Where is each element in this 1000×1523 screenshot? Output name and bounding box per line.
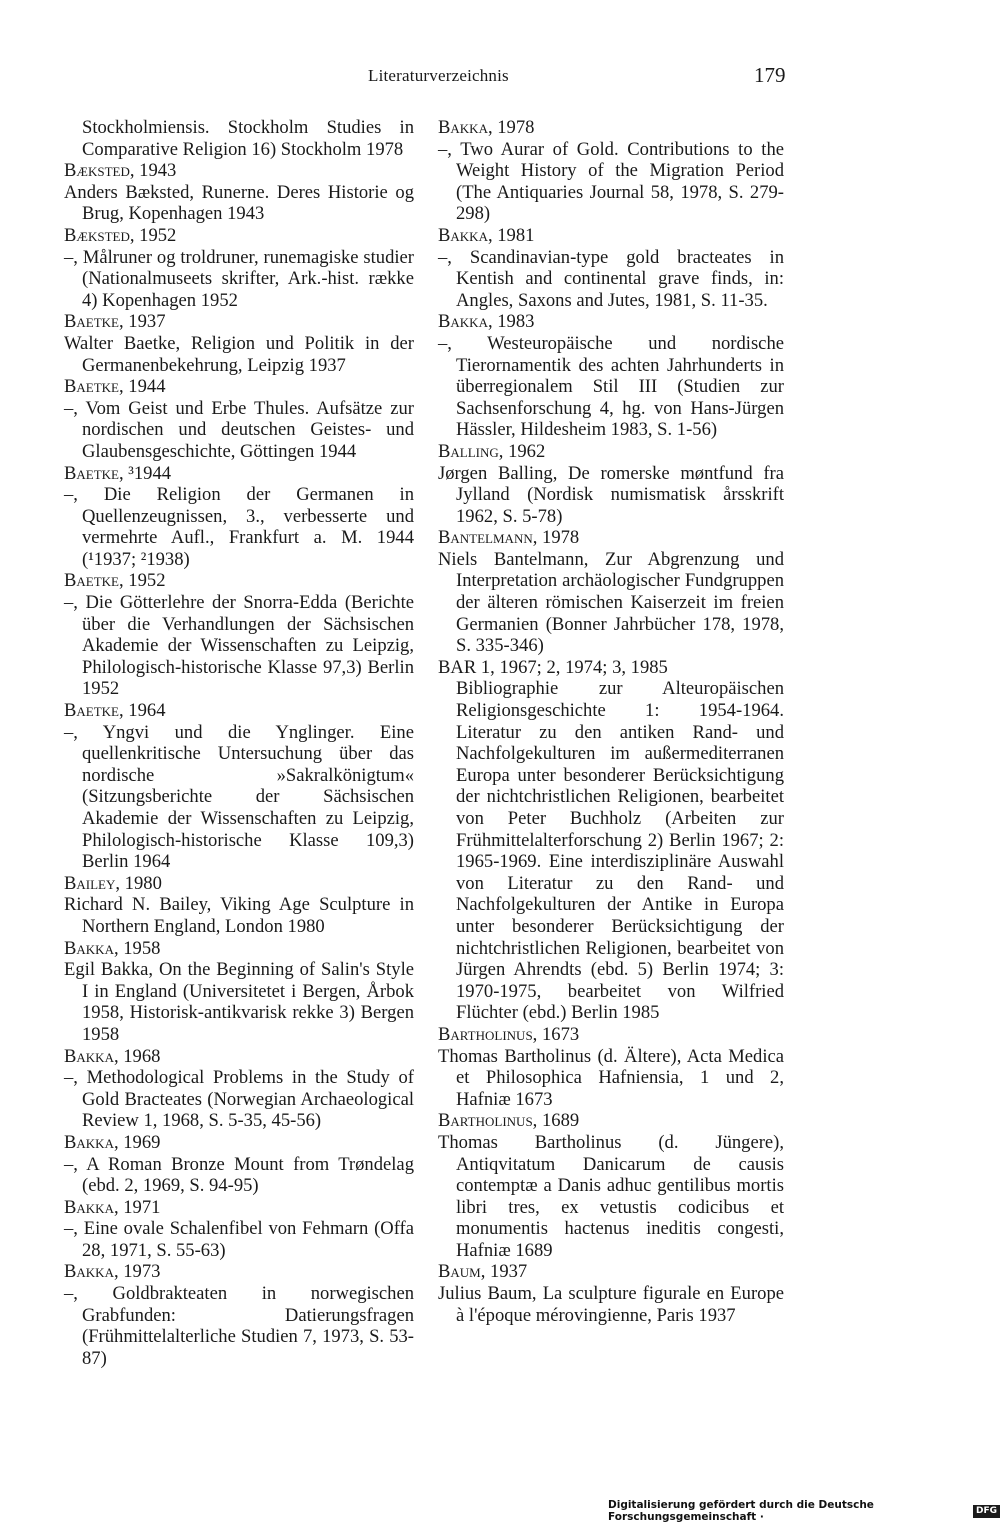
entry-heading: Bartholinus, 1673 — [438, 1023, 580, 1045]
entry-text: –, Methodological Problems in the Study of Gold Bracteates (Norwegian Archaeological Review 1, 1968, S. 5-35, 45-56) — [64, 1067, 414, 1132]
entry-text: –, Goldbrakteaten in norwegischen Grabfunden: Datierungsfragen (Frühmittelalterliche Studien 7, 1973, S. 53-87) — [64, 1283, 414, 1369]
entry-heading: Balling, 1962 — [438, 440, 546, 462]
entry-heading: Bantelmann, 1978 — [438, 527, 580, 549]
entry-text: –, Westeuropäische und nordische Tierornamentik des achten Jahrhunderts in überregionalem Stil III (Studien zur Sachsenforschung 4, hg. von Hans-Jürgen Hässler, Hildesheim 1983, S. 1-56) — [438, 332, 784, 441]
entry-text: Jørgen Balling, De romerske møntfund fra Jylland (Nordisk numismatisk årsskrift 1962, S. 5-78) — [438, 462, 784, 527]
bibliography-column-left — [64, 117, 414, 1369]
entry-heading: Bailey, 1980 — [64, 872, 162, 894]
entry-heading: Bartholinus, 1689 — [438, 1110, 580, 1132]
entry-heading: Baetke, 1944 — [64, 376, 166, 398]
entry-text: Anders Bæksted, Runerne. Deres Historie og Brug, Kopenhagen 1943 — [64, 181, 414, 225]
entry-text: Bibliographie zur Alteuropäischen Religionsgeschichte 1: 1954-1964. Literatur zu den antiken Rand- und Nachfolgekulturen im außermediterranen Europa unter besonderer Berücksichtigung der nichtchristlichen Religionen, bearbeitet von Peter Buchholz (Arbeiten zur Frühmittelalterforschung 2) Berlin 1967; 2: 1965-1969. Eine interdisziplinäre Auswahl von Literatur zu den Rand- und Nachfolgekulturen der Antike in Europa unter besonderer Berücksichtigung der nichtchristlichen Religionen, bearbeitet von Jürgen Ahrendts (ebd. 5) Berlin 1974; 3: 1970-1975, bearbeitet von Wilfried Flüchter (ebd.) Berlin 1985 — [456, 678, 784, 1024]
entry-text: Walter Baetke, Religion und Politik in der Germanenbekehrung, Leipzig 1937 — [64, 332, 414, 376]
entry-text: Thomas Bartholinus (d. Jüngere), Antiqvitatum Danicarum de causis contemptæ a Danis adhuc gentilibus mortis libri tres, ex vetustis codicibus et monumentis hactenus ineditis congesti, Hafniæ 1689 — [438, 1131, 784, 1261]
entry-text: –, Eine ovale Schalenfibel von Fehmarn (Offa 28, 1971, S. 55-63) — [64, 1218, 414, 1261]
entry-text: Egil Bakka, On the Beginning of Salin's Style I in England (Universitetet i Bergen, Årbok 1958, Historisk-antikvarisk rekke 3) Bergen 1958 — [64, 959, 414, 1045]
entry-text: –, Vom Geist und Erbe Thules. Aufsätze zur nordischen und deutschen Geistes- und Glaubensgeschichte, Göttingen 1944 — [64, 397, 414, 462]
entry-heading: Bakka, 1969 — [64, 1131, 161, 1153]
digitization-footer — [608, 1499, 1000, 1523]
entry-text: Niels Bantelmann, Zur Abgrenzung und Interpretation archäologischer Fundgruppen der älteren römischen Kaiserzeit im freien Germanien (Bonner Jahrbücher 178, 1978, S. 335-346) — [438, 548, 784, 657]
entry-text: Stockholmiensis. Stockholm Studies in Comparative Religion 16) Stockholm 1978 — [82, 117, 414, 160]
entry-text: –, Die Religion der Germanen in Quellenzeugnissen, 3., verbesserte und vermehrte Aufl., Frankfurt a. M. 1944 (¹1937; ²1938) — [64, 484, 414, 570]
entry-text: –, Scandinavian-type gold bracteates in Kentish and continental grave finds, in: Angles, Saxons and Jutes, 1981, S. 11-35. — [438, 246, 784, 311]
entry-heading: Bakka, 1968 — [64, 1045, 161, 1067]
entry-heading: Bakka, 1981 — [438, 224, 535, 246]
entry-heading: Baetke, ³1944 — [64, 462, 172, 484]
entry-text: –, Målruner og troldruner, runemagiske studier (Nationalmuseets skrifter, Ark.-hist. række 4) Kopenhagen 1952 — [64, 246, 414, 311]
entry-heading: Bæksted, 1952 — [64, 224, 177, 246]
entry-heading: Bakka, 1971 — [64, 1196, 161, 1218]
entry-heading: Baetke, 1937 — [64, 311, 166, 333]
entry-text: Thomas Bartholinus (d. Ältere), Acta Medica et Philosophica Hafniensia, 1 und 2, Hafniæ 1673 — [438, 1045, 784, 1110]
entry-heading: Baetke, 1964 — [64, 700, 166, 722]
entry-text: –, Die Götterlehre der Snorra-Edda (Berichte über die Verhandlungen der Sächsischen Akademie der Wissenschaften zu Leipzig, Philologisch-historische Klasse 97,3) Berlin 1952 — [64, 592, 414, 700]
entry-text: –, Two Aurar of Gold. Contributions to the Weight History of the Migration Period (The Antiquaries Journal 58, 1978, S. 279-298) — [438, 138, 784, 225]
entry-text: –, A Roman Bronze Mount from Trøndelag (ebd. 2, 1969, S. 94-95) — [64, 1153, 414, 1197]
entry-heading: Bakka, 1978 — [438, 117, 535, 138]
entry-text: –, Yngvi und die Ynglinger. Eine quellenkritische Untersuchung über das nordische »Sakralkönigtum« (Sitzungsberichte der Sächsischen Akademie der Wissenschaften zu Leipzig, Philologisch-historische Klasse 109,3) Berlin 1964 — [64, 721, 414, 873]
entry-heading: Bakka, 1958 — [64, 937, 161, 959]
entry-heading: Bakka, 1973 — [64, 1261, 161, 1283]
entry-text: Richard N. Bailey, Viking Age Sculpture in Northern England, London 1980 — [64, 894, 414, 937]
entry-heading: BAR 1, 1967; 2, 1974; 3, 1985 — [438, 656, 668, 678]
footer-credit: Digitalisierung gefördert durch die Deutsche Forschungsgemeinschaft · — [608, 1499, 874, 1523]
entry-heading: Baetke, 1952 — [64, 570, 166, 592]
entry-heading: Baum, 1937 — [438, 1261, 528, 1283]
page-number: 179 — [754, 63, 786, 87]
bibliography-column-right — [438, 117, 784, 1326]
entry-heading: Bakka, 1983 — [438, 311, 535, 333]
dfg-logo: DFG — [973, 1505, 1000, 1518]
running-title: Literaturverzeichnis — [368, 66, 509, 85]
entry-heading: Bæksted, 1943 — [64, 160, 177, 182]
entry-text: Julius Baum, La sculpture figurale en Europe à l'époque mérovingienne, Paris 1937 — [438, 1283, 784, 1326]
